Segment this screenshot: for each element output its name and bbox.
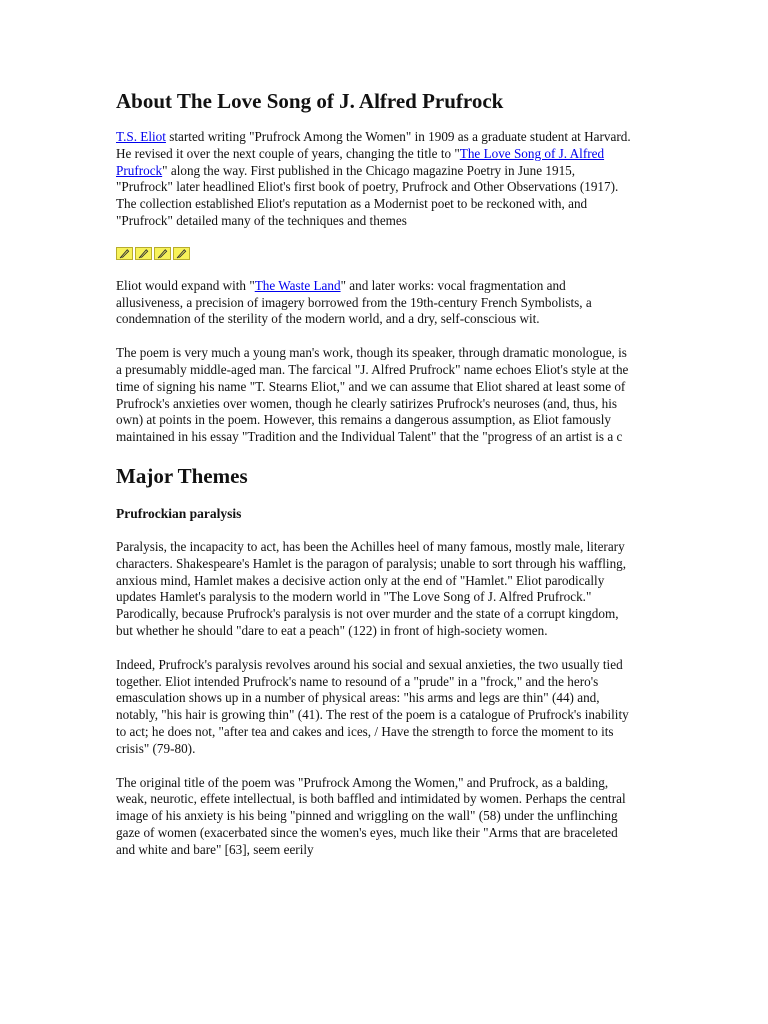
social-anxieties-paragraph: Indeed, Prufrock's paralysis revolves around his social and sexual anxieties, the two usually tied together. Eliot intended Prufrock's name to resound of a "prude" in a "frock," and the hero's emasculation shows up in a number of physical areas: "his arms and legs are thin" (44) and, notably, "his hair is growing thin" (41). The rest of the poem is a catalogue of Prufrock's inability to act; he does not, "after tea and cakes and ices, / Have the strength to force the moment to its crisis" (79-80). (116, 656, 629, 756)
original-title-paragraph: The original title of the poem was "Prufrock Among the Women," and Prufrock, as a balding, weak, neurotic, effete intellectual, is both baffled and intimidated by women. Perhaps the central image of his anxiety is his being "pinned and wriggling on the wall" (58) under the unflinching gaze of women (exacerbated since the women's eyes, much like their "Arms that are braceleted and white and bare" [63], seem eerily (116, 774, 626, 857)
intro-text-1: started writing "Prufrock Among the Women" in 1909 as a graduate student at Harvard. He revised it over the next couple of years, changing the title to " (116, 129, 631, 161)
major-themes-heading: Major Themes (116, 463, 248, 488)
para2-text-2: " and later works: vocal fragmentation and allusiveness, a precision of imagery borrowed from the 19th-century French Symbolists, a condemnation of the sterility of the modern world, and a dry, self-conscious wit. (116, 277, 592, 327)
feather-quill-icon (154, 247, 171, 260)
article-body (116, 88, 634, 876)
waste-land-paragraph (116, 278, 634, 328)
paralysis-paragraph: Paralysis, the incapacity to act, has been the Achilles heel of many famous, mostly male, literary characters. Shakespeare's Hamlet is the paragon of paralysis; unable to sort through his waffling, anxious mind, Hamlet makes a decisive action only at the end of "Hamlet." Eliot parodically updates Hamlet's paralysis to the modern world in "The Love Song of J. Alfred Prufrock." Parodically, because Prufrock's paralysis is not over murder and the state of a corrupt kingdom, but whether he should "dare to eat a peach" (122) in front of high-society women. (116, 538, 627, 638)
ornamental-divider (116, 247, 634, 261)
ts-eliot-link[interactable]: T.S. Eliot (116, 129, 166, 144)
feather-quill-icon (135, 247, 152, 260)
young-mans-work-paragraph: The poem is very much a young man's work, though its speaker, through dramatic monologue, is a presumably middle-aged man. The farcical "J. Alfred Prufrock" name echoes Eliot's style at the time of signing his name "T. Stearns Eliot," and we can assume that Eliot shared at least some of Prufrock's anxieties over women, though he clearly satirizes Prufrock's neuroses (and, thus, his own) at points in the poem. However, this remains a dangerous assumption, as Eliot famously maintained in his essay "Tradition and the Individual Talent" that the "progress of an artist is a c (116, 345, 629, 445)
love-song-link[interactable]: The Love Song of J. Alfred Prufrock (116, 145, 605, 178)
page-title: About The Love Song of J. Alfred Prufrock (116, 89, 504, 113)
para2-text-1: Eliot would expand with " (116, 277, 255, 293)
waste-land-link[interactable]: The Waste Land (254, 277, 341, 293)
feather-quill-icon (173, 247, 190, 260)
prufrockian-paralysis-subheading: Prufrockian paralysis (116, 505, 242, 521)
feather-quill-icon (116, 247, 133, 260)
intro-paragraph (116, 129, 634, 230)
intro-text-2: " along the way. First published in the Chicago magazine Poetry in June 1915, "Prufrock" later headlined Eliot's first book of poetry, Prufrock and Other Observations (1917). The collection established Eliot's reputation as a Modernist poet to be reckoned with, and "Prufrock" detailed many of the techniques and themes (116, 162, 619, 228)
